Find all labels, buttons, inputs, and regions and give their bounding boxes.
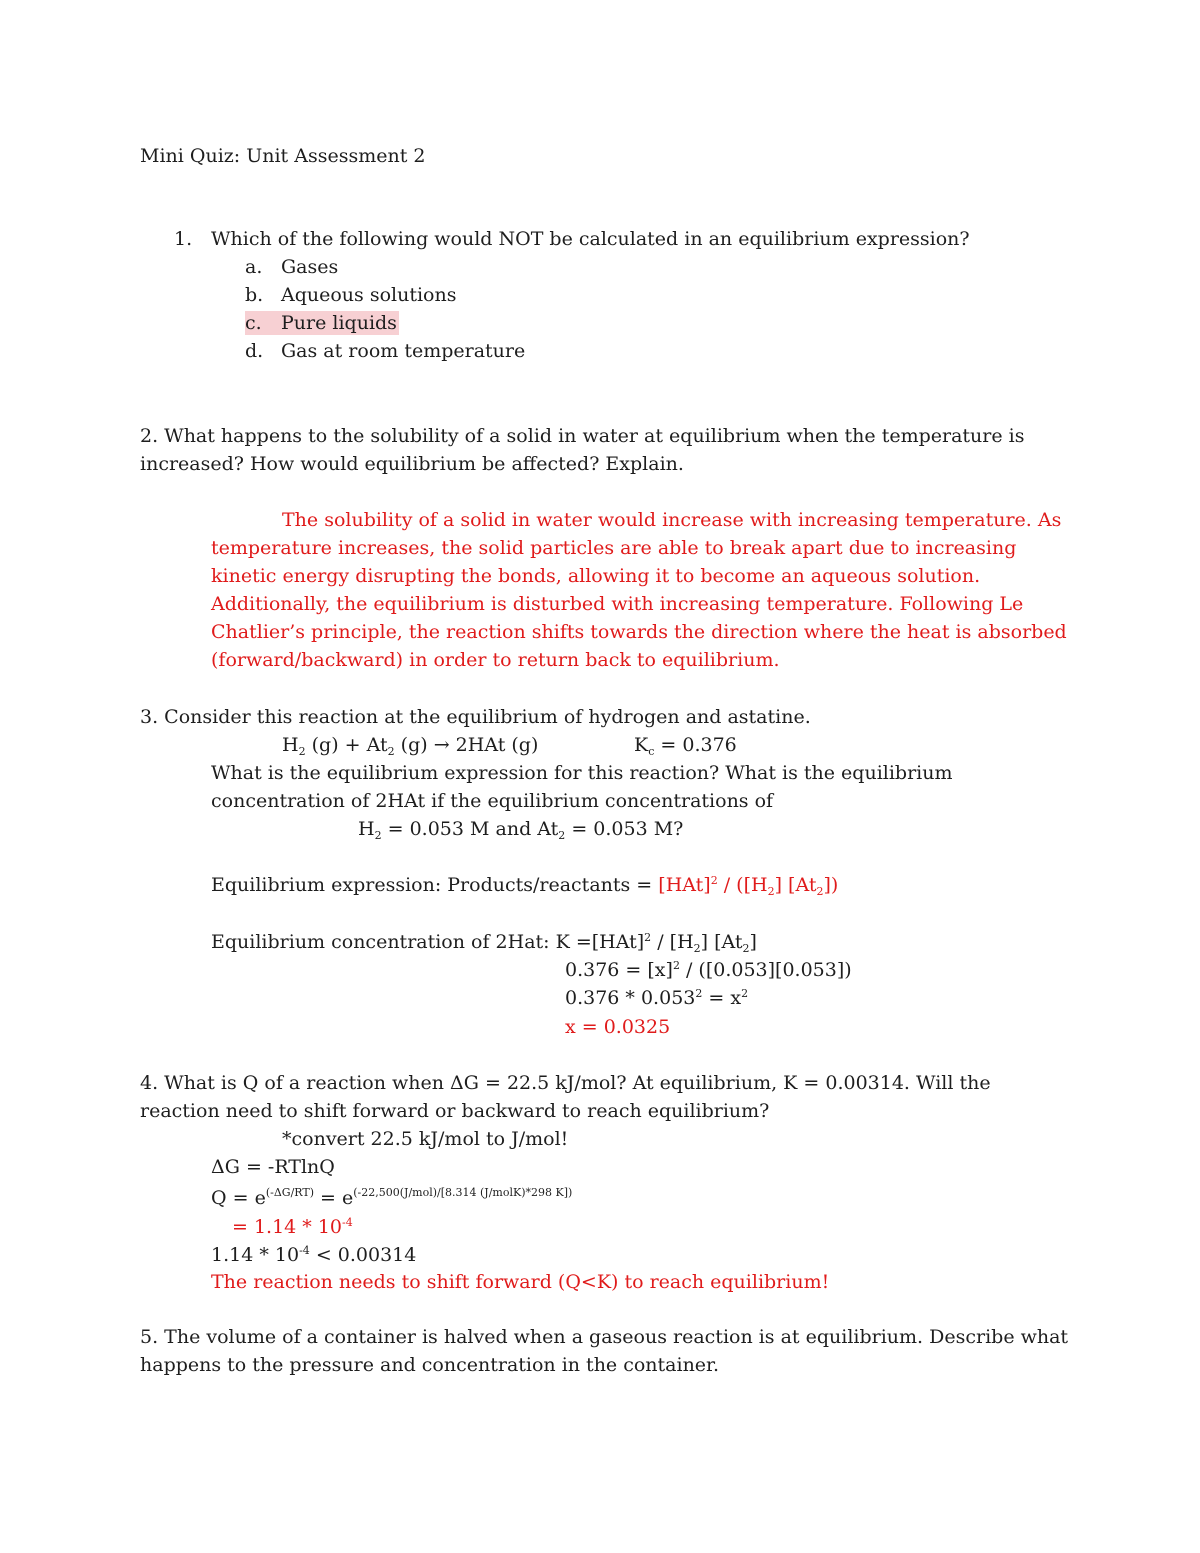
kc-val: = 0.376	[654, 734, 737, 756]
subscript: 2	[374, 829, 382, 842]
q3-expression	[211, 873, 838, 897]
q2-answer-line: temperature increases, the solid particles are able to break apart due to increasing	[211, 537, 1017, 559]
option-text: Gas at room temperature	[281, 340, 526, 362]
q2-answer-line: The solubility of a solid in water would increase with increasing temperature. As	[282, 509, 1062, 531]
q4-conclusion: The reaction needs to shift forward (Q<K) to reach equilibrium!	[211, 1271, 830, 1293]
q1-option-b	[245, 283, 456, 307]
q2-prompt-line2: increased? How would equilibrium be affected? Explain.	[140, 453, 684, 475]
q2-answer-line: kinetic energy disrupting the bonds, allowing it to become an aqueous solution.	[211, 565, 981, 587]
q1-option-c-highlighted	[245, 311, 399, 335]
q3-prompt-line4: concentration of 2HAt if the equilibrium concentrations of	[211, 790, 774, 812]
q1-option-d	[245, 339, 525, 363]
q3-concentration-label: Equilibrium concentration of 2Hat: $K =[HAt]^2 / [H_2]$ $[At_2]$	[211, 931, 757, 955]
reaction-h: H	[282, 734, 299, 756]
q4-q-expression: $Q = e^{(-\Delta G/RT)} = e^{(-22,500(J/mol)/[8.314 (J/molK)*298 K])}$	[211, 1186, 573, 1209]
q4-formula: ΔG = -RTlnQ	[211, 1156, 335, 1178]
q2-prompt-line1: 2. What happens to the solubility of a solid in water at equilibrium when the temperature is	[140, 425, 1025, 447]
subscript: c	[648, 745, 655, 758]
q4-q-result: = $1.14 * 10^{-4}$	[232, 1216, 353, 1238]
page-title: Mini Quiz: Unit Assessment 2	[140, 145, 426, 167]
q2-answer-line: (forward/backward) in order to return back to equilibrium.	[211, 649, 780, 671]
subscript: 2	[558, 829, 566, 842]
q3-result: x = 0.0325	[565, 1016, 671, 1038]
q3-prompt-line3: What is the equilibrium expression for this reaction? What is the equilibrium	[211, 762, 953, 784]
option-letter: d.	[245, 340, 264, 362]
q4-note: *convert 22.5 kJ/mol to J/mol!	[282, 1128, 569, 1150]
reaction-tail: (g) → 2HAt (g)	[394, 734, 539, 756]
exponent: (-22,500(J/mol)/[8.314 (J/molK)*298 K])	[353, 1186, 573, 1199]
kc-k: K	[634, 734, 649, 756]
conc-h: H	[358, 818, 375, 840]
option-letter: a.	[245, 256, 263, 278]
q5-prompt-line2: happens to the pressure and concentration in the container.	[140, 1354, 720, 1376]
q2-answer-line: Chatlier’s principle, the reaction shifts towards the direction where the heat is absorbed	[211, 621, 1067, 643]
q3-concentrations	[358, 817, 683, 841]
option-letter: b.	[245, 284, 264, 306]
option-text: Aqueous solutions	[281, 284, 457, 306]
q4-comparison: $1.14 * 10^{-4} < 0.00314$	[211, 1244, 417, 1266]
q1-option-a	[245, 255, 338, 279]
reaction-mid: (g) + At	[305, 734, 388, 756]
q1-number: 1.	[174, 228, 193, 250]
q4-prompt-line1: 4. What is Q of a reaction when ΔG = 22.5 kJ/mol? At equilibrium, K = 0.00314. Will the	[140, 1072, 991, 1094]
q1-text: Which of the following would NOT be calculated in an equilibrium expression?	[211, 228, 970, 250]
q2-answer-line: Additionally, the equilibrium is disturbed with increasing temperature. Following Le	[211, 593, 1024, 615]
expression-label: Equilibrium expression: Products/reactants =	[211, 874, 659, 896]
conc-end: = 0.053 M?	[565, 818, 684, 840]
q4-prompt-line2: reaction need to shift forward or backward to reach equilibrium?	[140, 1100, 770, 1122]
q3-step2: $0.376 * 0.053^2 = x^2$	[565, 987, 749, 1009]
option-text: Pure liquids	[281, 312, 397, 334]
conc-mid: = 0.053 M and At	[381, 818, 559, 840]
option-text: Gases	[281, 256, 339, 278]
q3-kc-value	[634, 733, 737, 757]
q3-prompt-line1: 3. Consider this reaction at the equilibrium of hydrogen and astatine.	[140, 706, 811, 728]
q1-prompt	[174, 227, 970, 251]
q5-prompt-line1: 5. The volume of a container is halved when a gaseous reaction is at equilibrium. Describe what	[140, 1326, 1069, 1348]
expression-answer: $[HAt]^2 / ([H_2]$ $[At_2]$)	[658, 874, 839, 898]
subscript: 2	[387, 745, 395, 758]
subscript: 2	[298, 745, 306, 758]
q3-reaction-equation	[282, 733, 538, 757]
q3-step1: $0.376 = [x]^2 / ([0.053][0.053])$	[565, 959, 852, 981]
option-letter: c.	[245, 312, 262, 334]
exponent: (-ΔG/RT)	[265, 1186, 314, 1199]
